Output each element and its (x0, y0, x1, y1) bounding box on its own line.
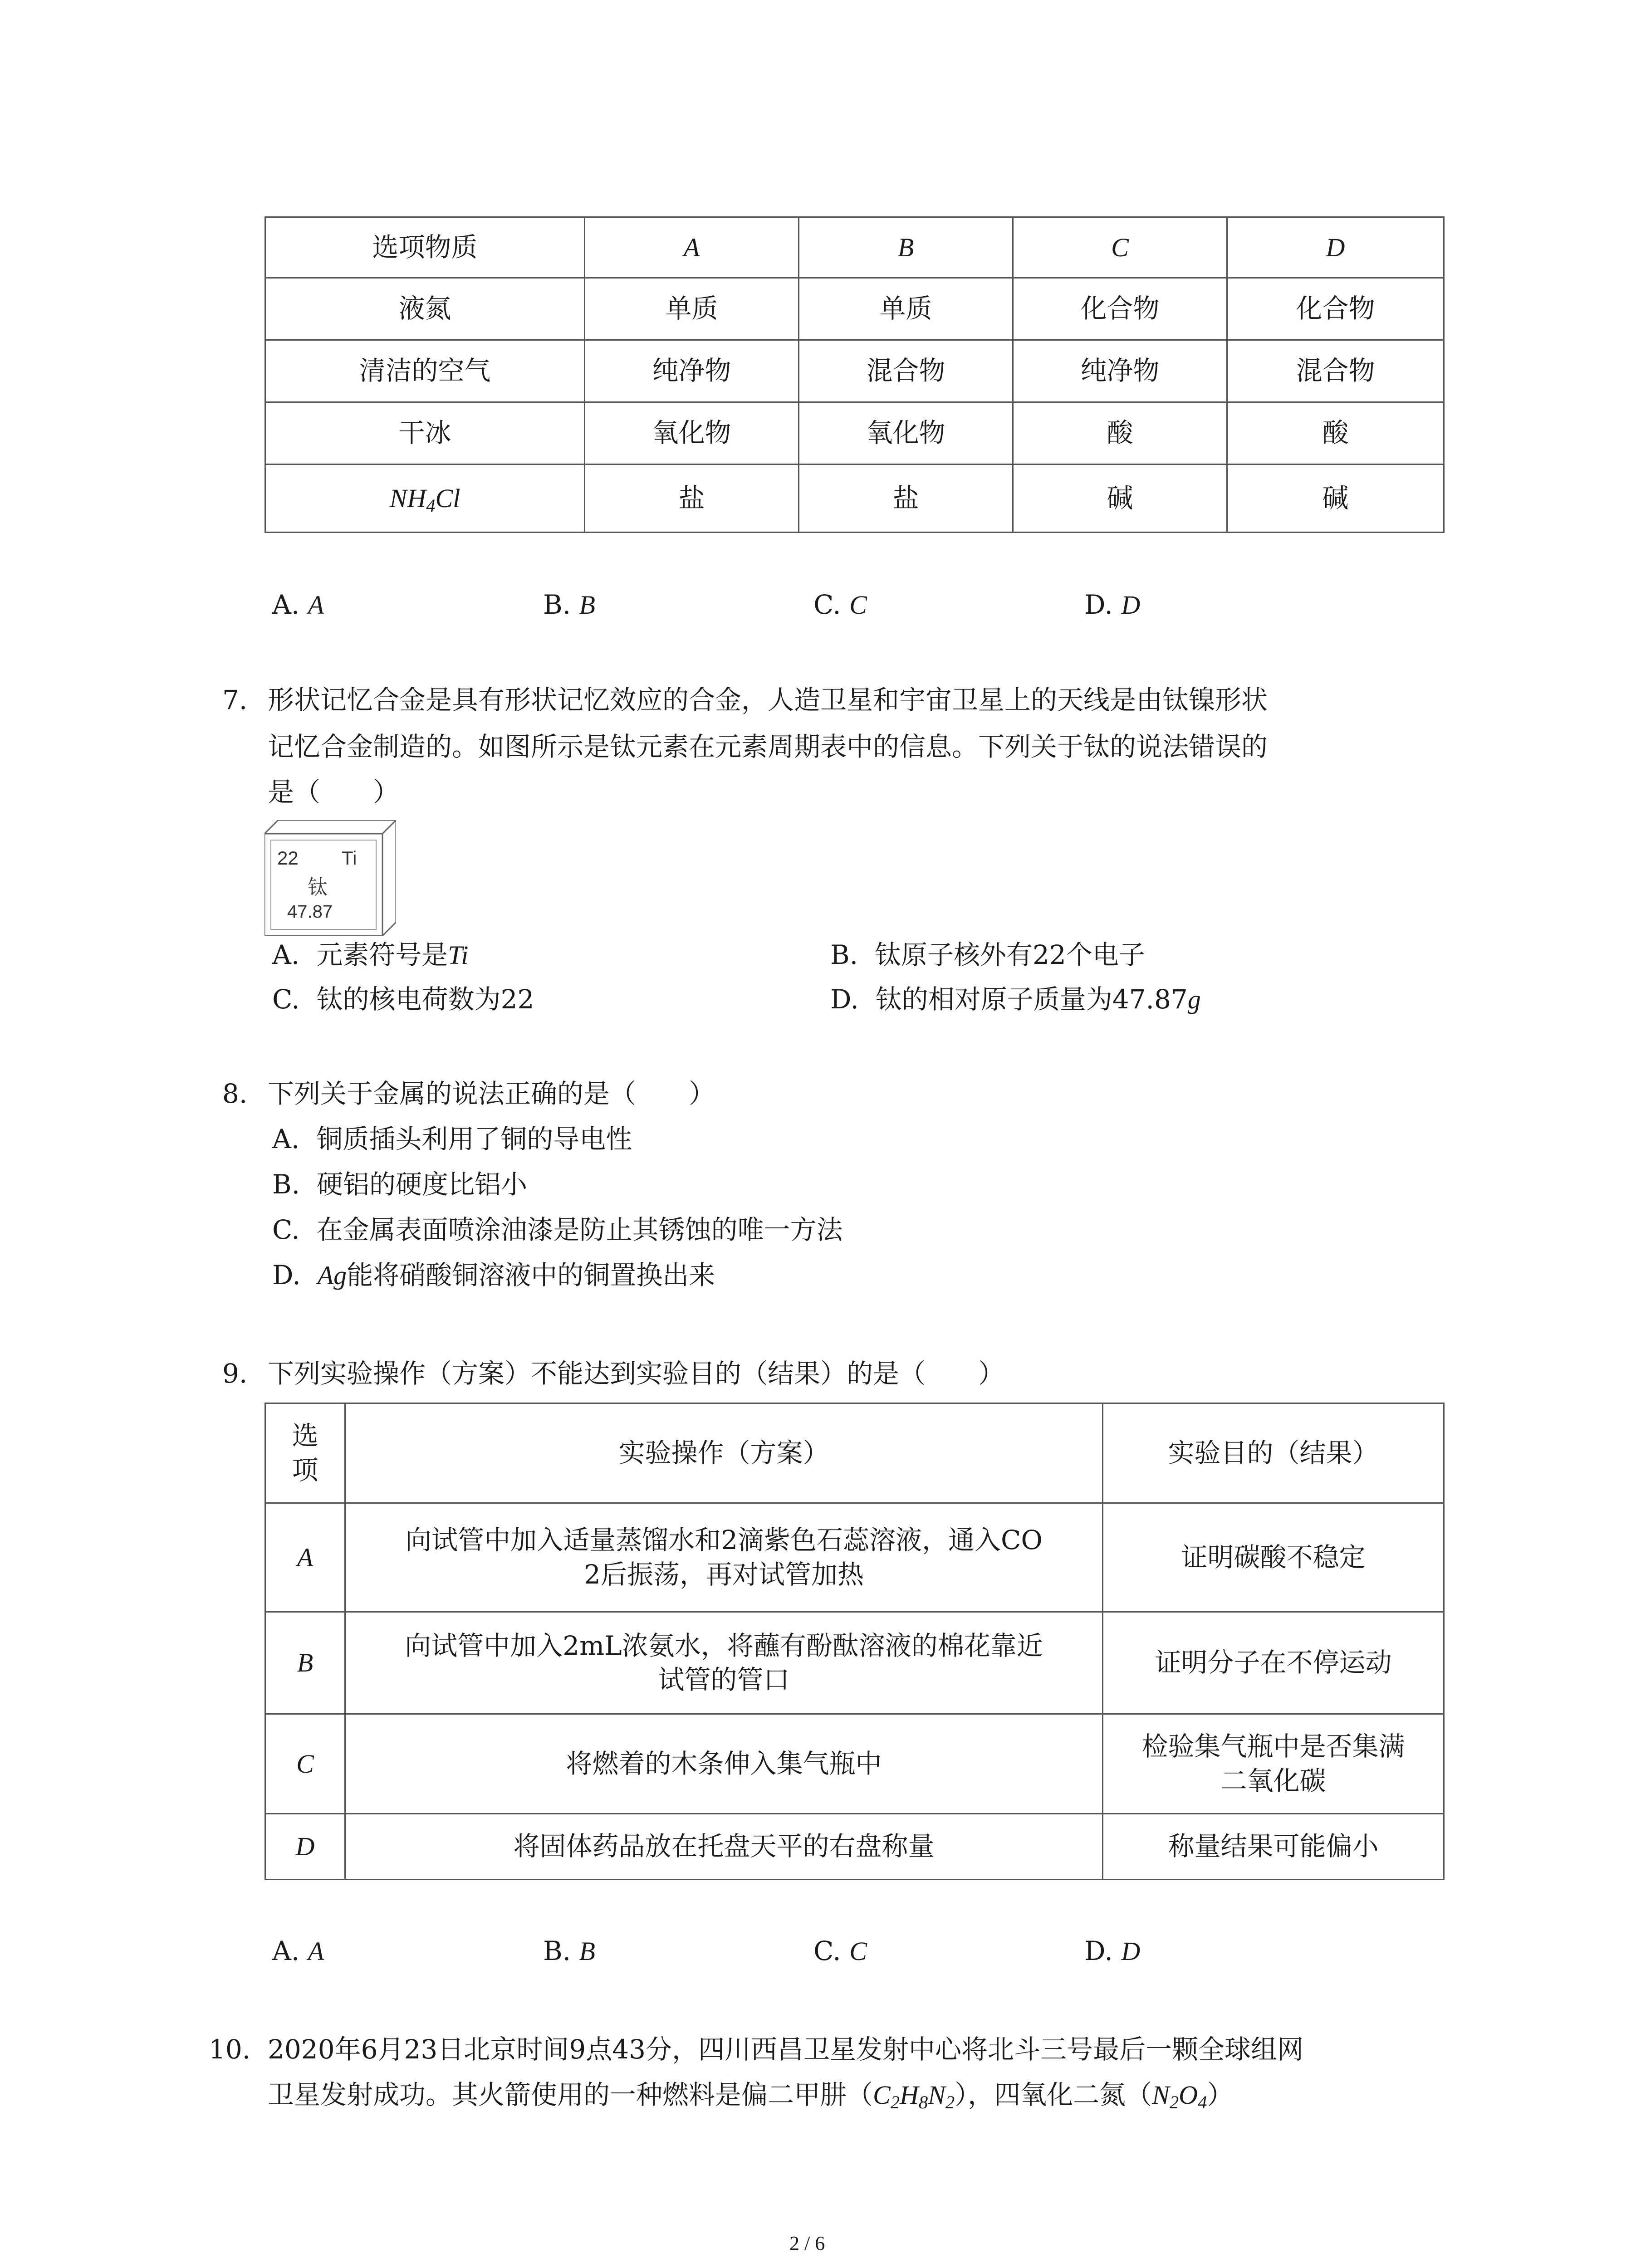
q6-option-b[interactable] (543, 590, 595, 621)
table-cell: 干冰 (265, 402, 585, 464)
option-label: A. (272, 1936, 300, 1966)
table-header-row (265, 1403, 1444, 1503)
option-text: 能将硝酸铜溶液中的铜置换出来 (347, 1260, 715, 1290)
cell-text: 二氧化碳 (1220, 1765, 1326, 1796)
q9-option-a[interactable] (272, 1936, 324, 1967)
experiment-table (265, 1403, 1445, 1880)
q7-option-d[interactable] (830, 984, 1201, 1015)
q9-option-b[interactable] (543, 1936, 595, 1967)
option-label: C. (813, 1936, 841, 1966)
option-label: C. (813, 589, 841, 620)
option-value: B (579, 590, 595, 620)
cell-text: 2后振荡，再对试管加热 (584, 1559, 864, 1590)
q8-option-c[interactable] (272, 1215, 843, 1245)
table-cell: 单质 (585, 278, 799, 340)
table-row (265, 1503, 1444, 1612)
cell-text: 检验集气瓶中是否集满 (1141, 1731, 1405, 1762)
table-header-cell: A (585, 217, 799, 278)
table-cell: 纯净物 (1013, 340, 1227, 402)
header-text: 项 (292, 1454, 318, 1486)
option-value: D (1121, 1936, 1141, 1966)
q10-number: 10. (209, 2034, 251, 2065)
table-row (265, 402, 1444, 464)
q9-option-c[interactable] (813, 1936, 867, 1967)
table-cell: 纯净物 (585, 340, 799, 402)
table-cell: 化合物 (1227, 278, 1444, 340)
table-header-cell: D (1227, 217, 1444, 278)
option-label: A. (272, 1124, 300, 1154)
cell-text: 试管的管口 (658, 1664, 790, 1695)
option-label: B. (272, 1169, 300, 1200)
table-cell: 清洁的空气 (265, 340, 585, 402)
q6-option-c[interactable] (813, 590, 867, 621)
option-symbol: Ti (448, 940, 469, 970)
table-cell: 氧化物 (799, 402, 1013, 464)
option-text: 钛原子核外有22个电子 (874, 939, 1145, 970)
cell-text: 向试管中加入2mL浓氨水，将蘸有酚酞溶液的棉花靠近 (405, 1630, 1043, 1661)
option-label: D. (830, 984, 859, 1015)
page-number: 2 / 6 (789, 2232, 825, 2254)
q9-option-d[interactable] (1084, 1936, 1140, 1967)
table-cell: 化合物 (1013, 278, 1227, 340)
option-label: C. (272, 1214, 300, 1245)
option-text: 在金属表面喷涂油漆是防止其锈蚀的唯一方法 (316, 1214, 843, 1245)
table-row (265, 1612, 1444, 1714)
option-value: C (849, 1936, 867, 1966)
table-cell: D (265, 1814, 345, 1880)
table-header-row (265, 217, 1444, 278)
q7-number: 7. (222, 684, 248, 715)
option-text: 钛的核电荷数为22 (316, 984, 534, 1015)
option-unit: g (1187, 985, 1201, 1014)
option-label: B. (543, 589, 571, 620)
q9-stem: 下列实验操作（方案）不能达到实验目的（结果）的是（ ） (268, 1358, 1005, 1389)
element-name: 钛 (308, 876, 328, 899)
option-value: C (849, 590, 867, 620)
option-label: D. (1084, 589, 1113, 620)
table-cell (345, 1503, 1103, 1612)
q8-option-a[interactable] (272, 1124, 632, 1154)
table-header-cell: 实验目的（结果） (1103, 1403, 1444, 1503)
atomic-mass: 47.87 (287, 902, 333, 922)
q7-option-c[interactable] (272, 984, 534, 1015)
header-text: 选 (292, 1420, 318, 1452)
table-row (265, 464, 1444, 533)
table-cell: B (265, 1612, 345, 1714)
option-symbol: Ag (317, 1261, 347, 1290)
table-header-cell: B (799, 217, 1013, 278)
table-row (265, 1814, 1444, 1880)
option-text: 元素符号是 (316, 939, 448, 970)
table-cell: 碱 (1227, 464, 1444, 533)
formula-cell (265, 464, 585, 533)
option-label: A. (272, 589, 300, 620)
option-label: A. (272, 939, 300, 970)
table-cell (1103, 1714, 1444, 1814)
q7-stem-line: 是（ ） (268, 777, 400, 807)
table-cell (345, 1612, 1103, 1714)
option-label: D. (1084, 1936, 1113, 1966)
titanium-element-card (265, 820, 396, 936)
table-cell: 盐 (585, 464, 799, 533)
table-cell: 液氮 (265, 278, 585, 340)
table-cell: 氧化物 (585, 402, 799, 464)
nh4cl-formula: $NH_4Cl$ (389, 483, 460, 516)
q9-number: 9. (222, 1358, 248, 1389)
q7-stem-line: 形状记忆合金是具有形状记忆效应的合金，人造卫星和宇宙卫星上的天线是由钛镍形状 (268, 684, 1268, 715)
table-header-cell: 选项物质 (265, 217, 585, 278)
q10-line2-text: 卫星发射成功。其火箭使用的一种燃料是偏二甲肼$(C_2H_8N_2)$，四氧化二氮$(N_2O_4)$ (268, 2079, 1234, 2113)
option-label: B. (543, 1936, 571, 1966)
table-cell: 证明分子在不停运动 (1103, 1612, 1444, 1714)
option-label: C. (272, 984, 300, 1015)
table-cell: 碱 (1013, 464, 1227, 533)
classification-table (265, 216, 1445, 533)
q6-option-a[interactable] (272, 590, 324, 621)
option-label: B. (830, 939, 858, 970)
q8-number: 8. (222, 1078, 248, 1109)
table-cell: C (265, 1714, 345, 1814)
table-cell: 将固体药品放在托盘天平的右盘称量 (345, 1814, 1103, 1880)
atomic-number: 22 (277, 847, 299, 869)
table-cell: 酸 (1227, 402, 1444, 464)
q8-option-d[interactable] (272, 1260, 715, 1291)
q10-line: 2020年6月23日北京时间9点43分，四川西昌卫星发射中心将北斗三号最后一颗全球组网 (268, 2034, 1304, 2065)
option-value: D (1121, 590, 1141, 620)
q8-stem: 下列关于金属的说法正确的是（ ） (268, 1078, 715, 1109)
option-value: A (308, 1936, 324, 1966)
table-cell: A (265, 1503, 345, 1612)
option-text: 钛的相对原子质量为47.87 (875, 984, 1188, 1015)
table-cell: 混合物 (1227, 340, 1444, 402)
table-row (265, 278, 1444, 340)
cell-text: 向试管中加入适量蒸馏水和2滴紫色石蕊溶液，通入CO (405, 1525, 1043, 1556)
table-cell: 混合物 (799, 340, 1013, 402)
table-cell: 将燃着的木条伸入集气瓶中 (345, 1714, 1103, 1814)
q7-option-b[interactable] (830, 940, 1145, 970)
table-cell: 证明碳酸不稳定 (1103, 1503, 1444, 1612)
table-cell: 盐 (799, 464, 1013, 533)
q10-line (268, 2080, 1233, 2111)
element-symbol: Ti (342, 847, 357, 869)
table-cell: 单质 (799, 278, 1013, 340)
option-value: B (579, 1936, 595, 1966)
table-cell: 称量结果可能偏小 (1103, 1814, 1444, 1880)
option-label: D. (272, 1260, 301, 1290)
table-header-cell: C (1013, 217, 1227, 278)
q7-option-a[interactable] (272, 940, 468, 971)
table-row (265, 340, 1444, 402)
option-text: 铜质插头利用了铜的导电性 (316, 1124, 632, 1154)
q6-option-d[interactable] (1084, 590, 1140, 621)
table-row (265, 1714, 1444, 1814)
q8-option-b[interactable] (272, 1169, 527, 1200)
table-header-cell: 实验操作（方案） (345, 1403, 1103, 1503)
option-text: 硬铝的硬度比铝小 (316, 1169, 527, 1200)
q7-stem-line: 记忆合金制造的。如图所示是钛元素在元素周期表中的信息。下列关于钛的说法错误的 (268, 731, 1268, 762)
table-cell: 酸 (1013, 402, 1227, 464)
option-value: A (308, 590, 324, 620)
table-header-cell (265, 1403, 345, 1503)
